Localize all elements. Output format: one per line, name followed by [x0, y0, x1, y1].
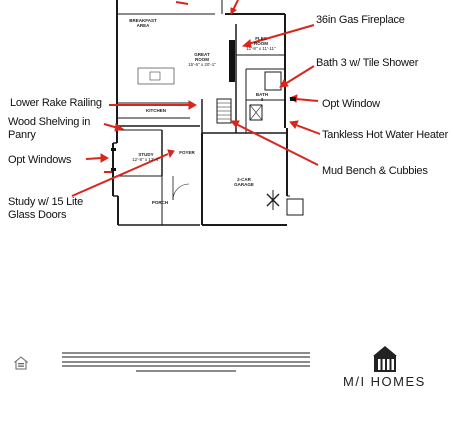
callout-study-doors: Study w/ 15 Lite Glass Doors: [8, 196, 84, 221]
room-bath-number: 3: [260, 97, 264, 102]
room-foyer-name: FOYER: [179, 150, 195, 155]
room-study-dims: 12'-8" x 12'-4": [132, 157, 160, 162]
callout-mud-bench: Mud Bench & Cubbies: [322, 165, 428, 177]
room-great-room: [180, 52, 224, 67]
callout-rake-railing: Lower Rake Railing: [10, 97, 102, 109]
room-great-room-name: GREAT: [194, 52, 210, 57]
room-study-name: STUDY: [138, 152, 154, 157]
room-bath: [252, 92, 272, 102]
room-garage: [226, 177, 262, 187]
room-flex-dims: 11'-8" x 11'-11": [246, 46, 276, 51]
room-breakfast-name2: AREA: [136, 23, 150, 28]
room-kitchen-name: KITCHEN: [146, 108, 166, 113]
callout-arrows: [72, 0, 320, 196]
callout-opt-windows: Opt Windows: [8, 154, 72, 166]
brand-name: M/I HOMES: [343, 374, 426, 389]
room-flex-name2: ROOM: [254, 41, 268, 46]
callout-opt-window: Opt Window: [322, 98, 380, 110]
callout-bath3: Bath 3 w/ Tile Shower: [316, 57, 419, 69]
room-flex-name: FLEX: [255, 36, 267, 41]
room-porch-name: PORCH: [151, 200, 169, 205]
room-great-room-name2: ROOM: [195, 57, 209, 62]
room-garage-name: 2-CAR: [237, 177, 251, 182]
fireplace-shape: [229, 40, 235, 82]
equal-housing-icon: [14, 356, 28, 370]
room-garage-name2: GARAGE: [234, 182, 254, 187]
room-kitchen: [138, 108, 174, 113]
room-breakfast-name: BREAKFAST: [129, 18, 157, 23]
room-bath-name: BATH: [255, 92, 269, 97]
room-breakfast: [121, 18, 165, 28]
room-flex: [240, 36, 282, 51]
room-great-room-dims: 15'-6" x 20'-1": [188, 62, 216, 67]
callout-water-heater: Tankless Hot Water Heater: [322, 129, 449, 141]
disclaimer-fine-print: [62, 352, 310, 378]
kitchen-island: [138, 68, 174, 84]
room-foyer: [176, 150, 198, 155]
room-study: [126, 152, 166, 162]
callout-pantry-shelving: Wood Shelving in Panry: [8, 116, 91, 141]
kitchen-sink: [150, 72, 160, 80]
room-porch: [145, 200, 175, 205]
callout-fireplace: 36in Gas Fireplace: [316, 14, 405, 26]
